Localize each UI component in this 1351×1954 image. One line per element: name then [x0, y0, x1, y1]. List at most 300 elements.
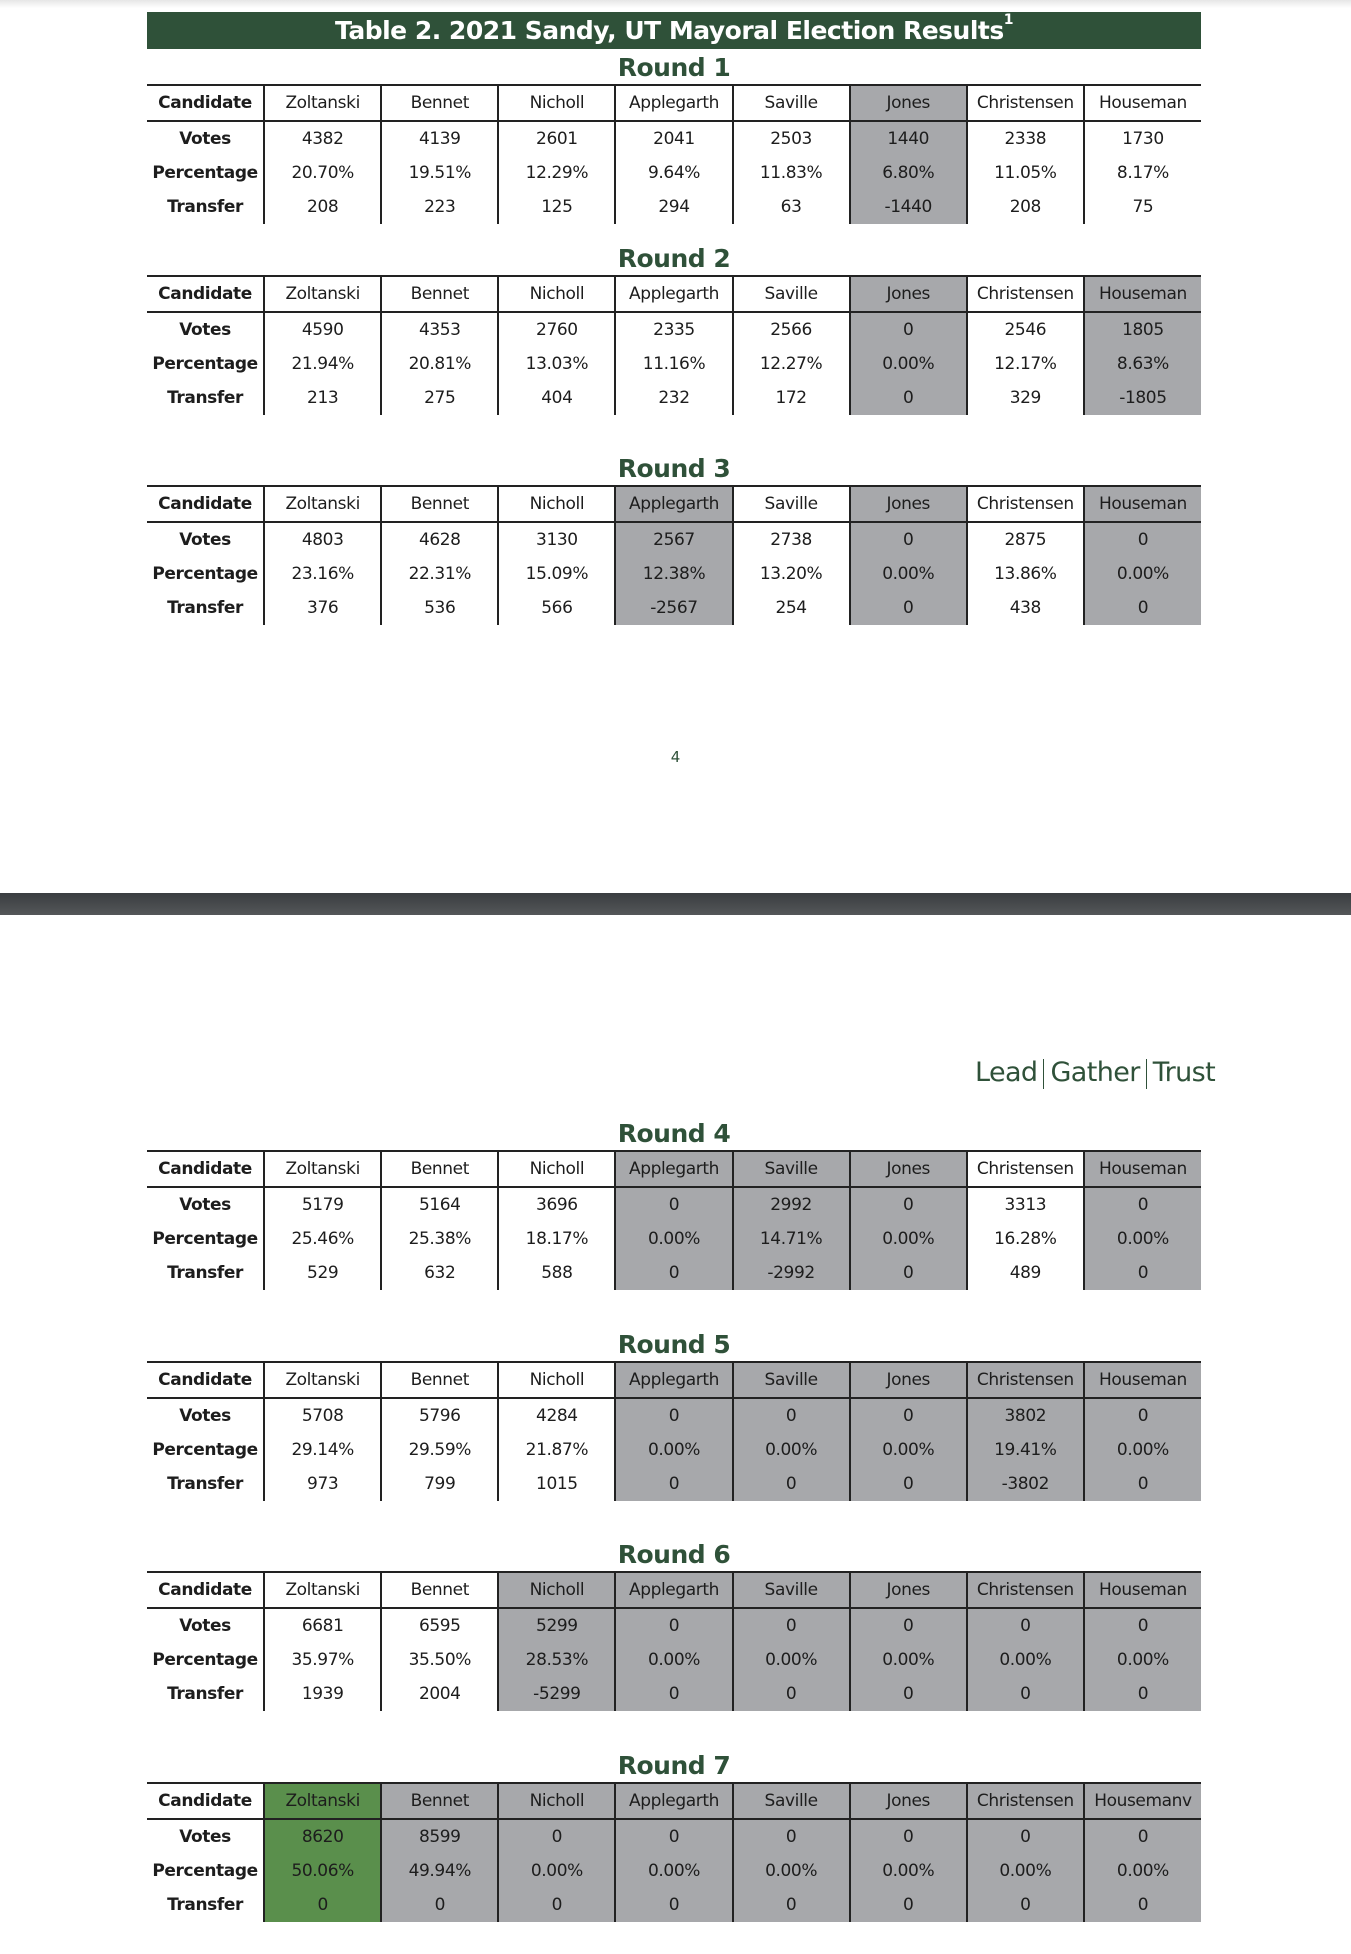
votes-cell: 0 [850, 1187, 967, 1222]
candidate-header-cell: Saville [733, 486, 850, 522]
transfer-cell: 0 [615, 1467, 732, 1501]
percentage-cell: 22.31% [381, 557, 498, 591]
row-label: Transfer [167, 1263, 244, 1283]
transfer-cell: 489 [967, 1256, 1084, 1290]
percentage-cell: 15.09% [498, 557, 615, 591]
votes-cell: 6681 [264, 1608, 381, 1643]
viewer-top-shadow [0, 0, 1351, 8]
votes-cell: 0 [967, 1819, 1084, 1854]
candidate-header-cell: Bennet [381, 486, 498, 522]
candidate-header-cell: Christensen [967, 1362, 1084, 1398]
votes-cell: 5299 [498, 1608, 615, 1643]
votes-cell: 0 [615, 1608, 732, 1643]
header-row [147, 486, 1201, 522]
transfer-row [147, 190, 1201, 224]
candidate-header-cell: Applegarth [615, 85, 732, 121]
votes-cell: 0 [733, 1819, 850, 1854]
votes-cell: 1440 [850, 121, 967, 156]
votes-cell: 2875 [967, 522, 1084, 557]
transfer-cell: 63 [733, 190, 850, 224]
votes-cell: 6595 [381, 1608, 498, 1643]
candidate-header-cell: Applegarth [615, 1362, 732, 1398]
candidate-header-cell: Christensen [967, 1572, 1084, 1608]
header-row [147, 1151, 1201, 1187]
candidate-header-cell: Bennet [381, 1783, 498, 1819]
candidate-header-cell: Zoltanski [264, 1151, 381, 1187]
percentage-cell: 0.00% [850, 1222, 967, 1256]
candidate-header-cell: Jones [850, 1151, 967, 1187]
transfer-row [147, 381, 1201, 415]
percentage-cell: 50.06% [264, 1854, 381, 1888]
percentage-cell: 16.28% [967, 1222, 1084, 1256]
candidate-header-cell: Applegarth [615, 1151, 732, 1187]
transfer-cell: 208 [967, 190, 1084, 224]
row-label: Percentage [152, 1229, 258, 1249]
round-title: Round 5 [617, 1330, 731, 1359]
votes-cell: 3130 [498, 522, 615, 557]
transfer-cell: 0 [733, 1677, 850, 1711]
transfer-cell: 0 [850, 1256, 967, 1290]
candidate-header-cell: Bennet [381, 1151, 498, 1187]
round-4-table [147, 1150, 1201, 1290]
candidate-header-cell: Houseman [1084, 1362, 1201, 1398]
header-row [147, 1783, 1201, 1819]
candidate-header-cell: Nicholl [498, 1151, 615, 1187]
votes-row [147, 121, 1201, 156]
transfer-cell: 0 [850, 1677, 967, 1711]
votes-row [147, 1608, 1201, 1643]
round-7-section [147, 1748, 1201, 1922]
candidate-header-cell: Christensen [967, 85, 1084, 121]
round-title: Round 3 [617, 454, 731, 483]
votes-cell: 2338 [967, 121, 1084, 156]
transfer-cell: 213 [264, 381, 381, 415]
votes-cell: 0 [1084, 1819, 1201, 1854]
votes-cell: 5796 [381, 1398, 498, 1433]
round-1-section [147, 50, 1201, 224]
candidate-header-cell: Saville [733, 85, 850, 121]
transfer-cell: 223 [381, 190, 498, 224]
votes-cell: 0 [1084, 1187, 1201, 1222]
candidate-header-cell: Zoltanski [264, 85, 381, 121]
round-title: Round 4 [617, 1119, 731, 1148]
transfer-cell: 329 [967, 381, 1084, 415]
transfer-cell: 0 [850, 381, 967, 415]
percentage-cell: 0.00% [967, 1643, 1084, 1677]
candidate-header-cell: Applegarth [615, 486, 732, 522]
transfer-cell: 232 [615, 381, 732, 415]
page-number: 4 [670, 748, 681, 766]
votes-cell: 0 [1084, 522, 1201, 557]
transfer-cell: 536 [381, 591, 498, 625]
row-label: Votes [179, 1195, 231, 1215]
tagline-divider [1043, 1059, 1044, 1089]
transfer-cell: 275 [381, 381, 498, 415]
votes-cell: 1730 [1084, 121, 1201, 156]
round-7-table [147, 1782, 1201, 1922]
candidate-header-cell: Houseman [1084, 1151, 1201, 1187]
candidate-header-cell: Zoltanski [264, 1783, 381, 1819]
votes-cell: 4382 [264, 121, 381, 156]
percentage-row [147, 1854, 1201, 1888]
percentage-row [147, 347, 1201, 381]
transfer-cell: 1939 [264, 1677, 381, 1711]
row-label: Votes [179, 530, 231, 550]
transfer-cell: 2004 [381, 1677, 498, 1711]
row-label: Transfer [167, 1474, 244, 1494]
percentage-cell: 12.38% [615, 557, 732, 591]
votes-cell: 4590 [264, 312, 381, 347]
percentage-cell: 13.86% [967, 557, 1084, 591]
percentage-cell: 0.00% [850, 1854, 967, 1888]
candidate-header-cell: Saville [733, 1151, 850, 1187]
percentage-cell: 0.00% [615, 1643, 732, 1677]
round-2-table [147, 275, 1201, 415]
transfer-cell: 973 [264, 1467, 381, 1501]
transfer-cell: 75 [1084, 190, 1201, 224]
transfer-cell: 529 [264, 1256, 381, 1290]
transfer-cell: 566 [498, 591, 615, 625]
percentage-cell: 0.00% [850, 557, 967, 591]
percentage-cell: 0.00% [850, 1643, 967, 1677]
round-6-section [147, 1537, 1201, 1711]
votes-cell: 2335 [615, 312, 732, 347]
tagline-gather: Gather [1050, 1057, 1140, 1088]
percentage-row [147, 1643, 1201, 1677]
votes-cell: 0 [733, 1398, 850, 1433]
candidate-header-cell: Zoltanski [264, 1362, 381, 1398]
candidate-header-cell: Saville [733, 276, 850, 312]
row-label: Votes [179, 1827, 231, 1847]
header-row [147, 1362, 1201, 1398]
transfer-cell: 0 [733, 1467, 850, 1501]
round-title: Round 7 [617, 1751, 731, 1780]
candidate-header-cell: Saville [733, 1783, 850, 1819]
percentage-cell: 25.46% [264, 1222, 381, 1256]
votes-cell: 2760 [498, 312, 615, 347]
tagline-trust: Trust [1152, 1057, 1216, 1088]
votes-cell: 0 [1084, 1398, 1201, 1433]
row-label: Candidate [147, 1783, 264, 1819]
percentage-cell: 0.00% [1084, 1222, 1201, 1256]
percentage-cell: 8.17% [1084, 156, 1201, 190]
percentage-cell: 14.71% [733, 1222, 850, 1256]
candidate-header-cell: Houseman [1084, 85, 1201, 121]
transfer-cell: 0 [850, 1888, 967, 1922]
row-label: Percentage [152, 354, 258, 374]
votes-row [147, 1819, 1201, 1854]
percentage-cell: 0.00% [615, 1222, 732, 1256]
candidate-header-cell: Zoltanski [264, 486, 381, 522]
transfer-cell: 1015 [498, 1467, 615, 1501]
percentage-row [147, 557, 1201, 591]
percentage-cell: 9.64% [615, 156, 732, 190]
percentage-cell: 11.05% [967, 156, 1084, 190]
round-title: Round 2 [617, 244, 731, 273]
row-label: Percentage [152, 1440, 258, 1460]
row-label: Candidate [147, 486, 264, 522]
title-footnote-marker: 1 [1003, 12, 1013, 28]
transfer-cell: -3802 [967, 1467, 1084, 1501]
votes-cell: 3696 [498, 1187, 615, 1222]
transfer-cell: 0 [615, 1888, 732, 1922]
percentage-cell: 8.63% [1084, 347, 1201, 381]
candidate-header-cell: Christensen [967, 486, 1084, 522]
votes-row [147, 1187, 1201, 1222]
percentage-cell: 29.14% [264, 1433, 381, 1467]
transfer-row [147, 1677, 1201, 1711]
transfer-cell: 0 [967, 1677, 1084, 1711]
transfer-cell: -5299 [498, 1677, 615, 1711]
row-label: Transfer [167, 1684, 244, 1704]
header-row [147, 276, 1201, 312]
header-row [147, 85, 1201, 121]
votes-cell: 3313 [967, 1187, 1084, 1222]
transfer-row [147, 1467, 1201, 1501]
percentage-cell: 21.87% [498, 1433, 615, 1467]
transfer-cell: -1440 [850, 190, 967, 224]
votes-cell: 0 [967, 1608, 1084, 1643]
candidate-header-cell: Bennet [381, 1572, 498, 1608]
row-label: Percentage [152, 1861, 258, 1881]
percentage-cell: 29.59% [381, 1433, 498, 1467]
candidate-header-cell: Saville [733, 1362, 850, 1398]
percentage-cell: 0.00% [615, 1854, 732, 1888]
candidate-header-cell: Nicholl [498, 1572, 615, 1608]
votes-cell: 2503 [733, 121, 850, 156]
round-1-table [147, 84, 1201, 224]
percentage-cell: 19.51% [381, 156, 498, 190]
percentage-cell: 0.00% [967, 1854, 1084, 1888]
votes-cell: 2601 [498, 121, 615, 156]
votes-cell: 2546 [967, 312, 1084, 347]
percentage-cell: 18.17% [498, 1222, 615, 1256]
round-5-section [147, 1327, 1201, 1501]
votes-cell: 5164 [381, 1187, 498, 1222]
votes-cell: 0 [615, 1819, 732, 1854]
transfer-cell: 588 [498, 1256, 615, 1290]
row-label: Votes [179, 1406, 231, 1426]
votes-row [147, 1398, 1201, 1433]
round-2-section [147, 241, 1201, 415]
candidate-header-cell: Houseman [1084, 1572, 1201, 1608]
votes-cell: 0 [850, 312, 967, 347]
transfer-cell: 0 [850, 591, 967, 625]
percentage-cell: 12.27% [733, 347, 850, 381]
votes-row [147, 312, 1201, 347]
votes-cell: 0 [733, 1608, 850, 1643]
transfer-cell: -2567 [615, 591, 732, 625]
percentage-cell: 0.00% [733, 1643, 850, 1677]
row-label: Percentage [152, 1650, 258, 1670]
candidate-header-cell: Christensen [967, 276, 1084, 312]
percentage-cell: 0.00% [1084, 1643, 1201, 1677]
percentage-cell: 6.80% [850, 156, 967, 190]
row-label: Candidate [147, 1572, 264, 1608]
round-3-table [147, 485, 1201, 625]
row-label: Votes [179, 1616, 231, 1636]
votes-cell: 0 [850, 1819, 967, 1854]
transfer-cell: 0 [967, 1888, 1084, 1922]
table-title: Table 2. 2021 Sandy, UT Mayoral Election Results [335, 16, 1004, 45]
votes-cell: 4803 [264, 522, 381, 557]
percentage-cell: 11.16% [615, 347, 732, 381]
percentage-cell: 0.00% [1084, 557, 1201, 591]
transfer-cell: 294 [615, 190, 732, 224]
candidate-header-cell: Jones [850, 486, 967, 522]
percentage-cell: 21.94% [264, 347, 381, 381]
candidate-header-cell: Applegarth [615, 276, 732, 312]
votes-cell: 2738 [733, 522, 850, 557]
round-3-section [147, 451, 1201, 625]
row-label: Candidate [147, 1151, 264, 1187]
votes-cell: 0 [1084, 1608, 1201, 1643]
row-label: Candidate [147, 85, 264, 121]
row-label: Candidate [147, 276, 264, 312]
transfer-row [147, 1888, 1201, 1922]
candidate-header-cell: Bennet [381, 276, 498, 312]
candidate-header-cell: Nicholl [498, 85, 615, 121]
percentage-cell: 0.00% [733, 1433, 850, 1467]
votes-cell: 8599 [381, 1819, 498, 1854]
table-title-banner [147, 12, 1201, 49]
transfer-cell: 0 [1084, 1888, 1201, 1922]
votes-cell: 0 [498, 1819, 615, 1854]
percentage-cell: 0.00% [615, 1433, 732, 1467]
percentage-cell: 35.97% [264, 1643, 381, 1677]
transfer-cell: 0 [264, 1888, 381, 1922]
candidate-header-cell: Jones [850, 276, 967, 312]
candidate-header-cell: Housemanv [1084, 1783, 1201, 1819]
votes-cell: 4628 [381, 522, 498, 557]
candidate-header-cell: Nicholl [498, 1362, 615, 1398]
round-title: Round 6 [617, 1540, 731, 1569]
percentage-cell: 20.81% [381, 347, 498, 381]
transfer-cell: 172 [733, 381, 850, 415]
votes-cell: 2992 [733, 1187, 850, 1222]
page-separator [0, 893, 1351, 915]
candidate-header-cell: Applegarth [615, 1783, 732, 1819]
row-label: Percentage [152, 163, 258, 183]
votes-cell: 1805 [1084, 312, 1201, 347]
candidate-header-cell: Nicholl [498, 1783, 615, 1819]
votes-cell: 5179 [264, 1187, 381, 1222]
percentage-cell: 13.20% [733, 557, 850, 591]
percentage-cell: 11.83% [733, 156, 850, 190]
candidate-header-cell: Christensen [967, 1783, 1084, 1819]
row-label: Transfer [167, 1895, 244, 1915]
percentage-row [147, 156, 1201, 190]
transfer-cell: 0 [615, 1677, 732, 1711]
candidate-header-cell: Houseman [1084, 276, 1201, 312]
row-label: Votes [179, 320, 231, 340]
row-label: Transfer [167, 388, 244, 408]
votes-cell: 2041 [615, 121, 732, 156]
candidate-header-cell: Christensen [967, 1151, 1084, 1187]
tagline-lead: Lead [975, 1057, 1038, 1088]
transfer-row [147, 591, 1201, 625]
header-row [147, 1572, 1201, 1608]
round-4-section [147, 1116, 1201, 1290]
votes-cell: 8620 [264, 1819, 381, 1854]
tagline-divider [1146, 1059, 1147, 1089]
transfer-cell: 0 [1084, 591, 1201, 625]
transfer-cell: 0 [498, 1888, 615, 1922]
percentage-cell: 12.29% [498, 156, 615, 190]
row-label: Transfer [167, 197, 244, 217]
transfer-row [147, 1256, 1201, 1290]
votes-cell: 0 [850, 1398, 967, 1433]
transfer-cell: 438 [967, 591, 1084, 625]
transfer-cell: 632 [381, 1256, 498, 1290]
percentage-cell: 19.41% [967, 1433, 1084, 1467]
candidate-header-cell: Applegarth [615, 1572, 732, 1608]
candidate-header-cell: Bennet [381, 85, 498, 121]
percentage-cell: 0.00% [1084, 1854, 1201, 1888]
round-title: Round 1 [617, 53, 731, 82]
row-label: Percentage [152, 564, 258, 584]
transfer-cell: 0 [1084, 1256, 1201, 1290]
votes-cell: 0 [850, 1608, 967, 1643]
percentage-cell: 25.38% [381, 1222, 498, 1256]
percentage-row [147, 1433, 1201, 1467]
percentage-cell: 20.70% [264, 156, 381, 190]
percentage-cell: 35.50% [381, 1643, 498, 1677]
votes-cell: 2566 [733, 312, 850, 347]
candidate-header-cell: Houseman [1084, 486, 1201, 522]
transfer-cell: -1805 [1084, 381, 1201, 415]
percentage-cell: 0.00% [850, 1433, 967, 1467]
transfer-cell: 0 [615, 1256, 732, 1290]
tagline [975, 1055, 1215, 1091]
percentage-cell: 0.00% [850, 347, 967, 381]
candidate-header-cell: Jones [850, 85, 967, 121]
votes-cell: 4284 [498, 1398, 615, 1433]
percentage-cell: 13.03% [498, 347, 615, 381]
percentage-row [147, 1222, 1201, 1256]
percentage-cell: 49.94% [381, 1854, 498, 1888]
transfer-cell: 208 [264, 190, 381, 224]
row-label: Candidate [147, 1362, 264, 1398]
percentage-cell: 0.00% [733, 1854, 850, 1888]
candidate-header-cell: Jones [850, 1572, 967, 1608]
candidate-header-cell: Zoltanski [264, 1572, 381, 1608]
votes-cell: 4139 [381, 121, 498, 156]
transfer-cell: 0 [850, 1467, 967, 1501]
transfer-cell: 0 [1084, 1467, 1201, 1501]
candidate-header-cell: Bennet [381, 1362, 498, 1398]
transfer-cell: 0 [381, 1888, 498, 1922]
round-5-table [147, 1361, 1201, 1501]
transfer-cell: 0 [1084, 1677, 1201, 1711]
transfer-cell: -2992 [733, 1256, 850, 1290]
percentage-cell: 0.00% [1084, 1433, 1201, 1467]
percentage-cell: 12.17% [967, 347, 1084, 381]
votes-cell: 2567 [615, 522, 732, 557]
candidate-header-cell: Nicholl [498, 486, 615, 522]
transfer-cell: 404 [498, 381, 615, 415]
votes-row [147, 522, 1201, 557]
votes-cell: 4353 [381, 312, 498, 347]
percentage-cell: 0.00% [498, 1854, 615, 1888]
transfer-cell: 799 [381, 1467, 498, 1501]
votes-cell: 0 [615, 1187, 732, 1222]
percentage-cell: 23.16% [264, 557, 381, 591]
transfer-cell: 125 [498, 190, 615, 224]
candidate-header-cell: Zoltanski [264, 276, 381, 312]
candidate-header-cell: Saville [733, 1572, 850, 1608]
candidate-header-cell: Nicholl [498, 276, 615, 312]
